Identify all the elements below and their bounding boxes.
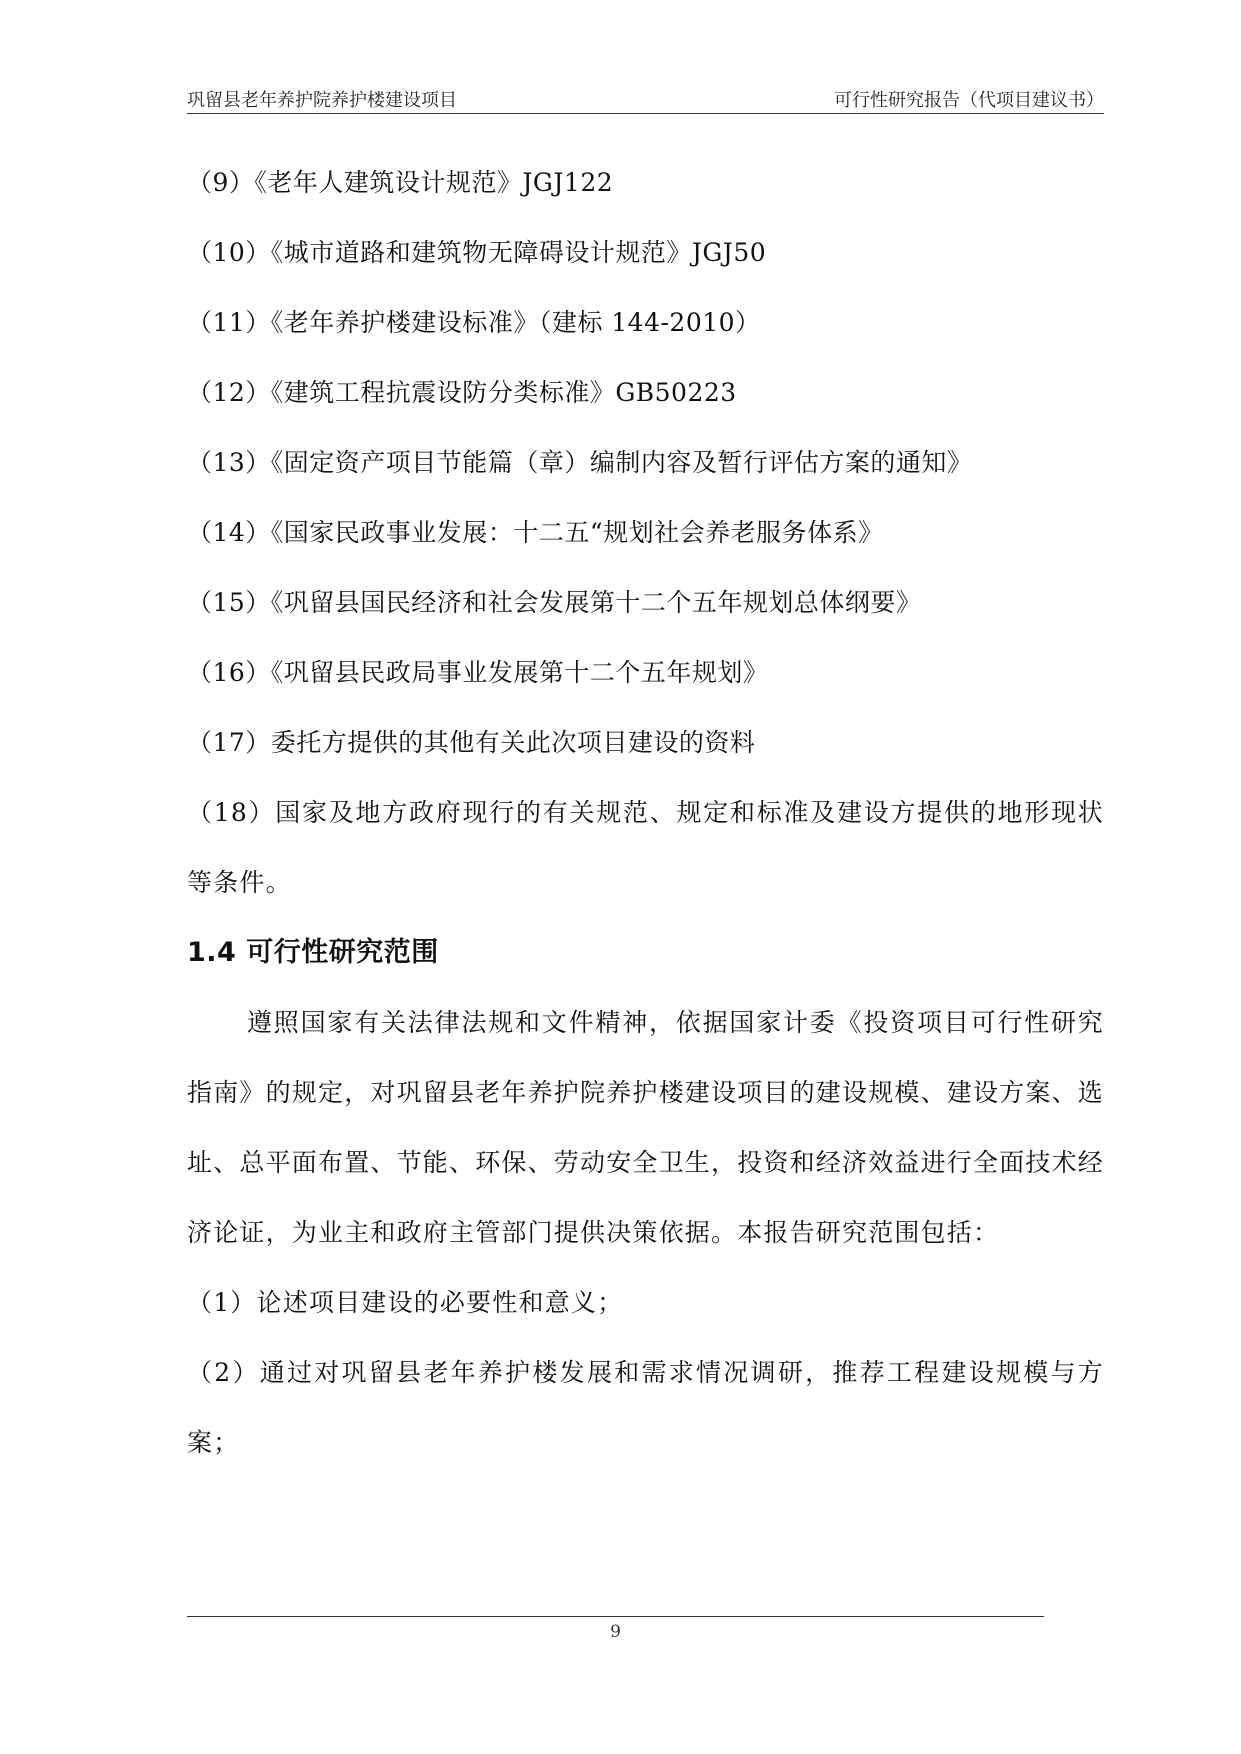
- header-report-type: 可行性研究报告（代项目建议书）: [834, 90, 1104, 111]
- reference-item-9: （9）《老年人建筑设计规范》JGJ122: [187, 168, 614, 197]
- reference-item-12: （12）《建筑工程抗震设防分类标准》GB50223: [187, 378, 737, 407]
- reference-item-16: （16）《巩留县民政局事业发展第十二个五年规划》: [187, 658, 769, 687]
- reference-item-15: （15）《巩留县国民经济和社会发展第十二个五年规划总体纲要》: [187, 588, 922, 617]
- page-body: [187, 148, 1104, 1478]
- section-paragraph: 遵照国家有关法律法规和文件精神，依据国家计委《投资项目可行性研究指南》的规定，对巩留县老年养护院养护楼建设项目的建设规模、建设方案、选址、总平面布置、节能、环保、劳动安全卫生，投资和经济效益进行全面技术经济论证，为业主和政府主管部门提供决策依据。本报告研究范围包括：: [187, 1008, 1105, 1247]
- scope-item-1: （1）论述项目建设的必要性和意义；: [187, 1288, 624, 1317]
- page-header: [187, 86, 1104, 116]
- reference-item-11: （11）《老年养护楼建设标准》（建标 144-2010）: [187, 308, 761, 337]
- scope-item-2: （2）通过对巩留县老年养护楼发展和需求情况调研，推荐工程建设规模与方案；: [187, 1358, 1104, 1457]
- reference-item-10: （10）《城市道路和建筑物无障碍设计规范》JGJ50: [187, 238, 767, 267]
- section-heading: 1.4 可行性研究范围: [187, 937, 439, 968]
- reference-item-14: （14）《国家民政事业发展：十二五“规划社会养老服务体系》: [187, 518, 884, 547]
- reference-item-17: （17）委托方提供的其他有关此次项目建设的资料: [187, 728, 756, 757]
- footer-divider: [187, 1616, 1044, 1617]
- page-number: 9: [610, 1622, 621, 1642]
- header-divider: [187, 113, 1104, 114]
- header-project-title: 巩留县老年养护院养护楼建设项目: [187, 90, 457, 111]
- reference-item-13: （13）《固定资产项目节能篇（章）编制内容及暂行评估方案的通知》: [187, 448, 973, 477]
- reference-item-18: （18）国家及地方政府现行的有关规范、规定和标准及建设方提供的地形现状等条件。: [187, 798, 1104, 897]
